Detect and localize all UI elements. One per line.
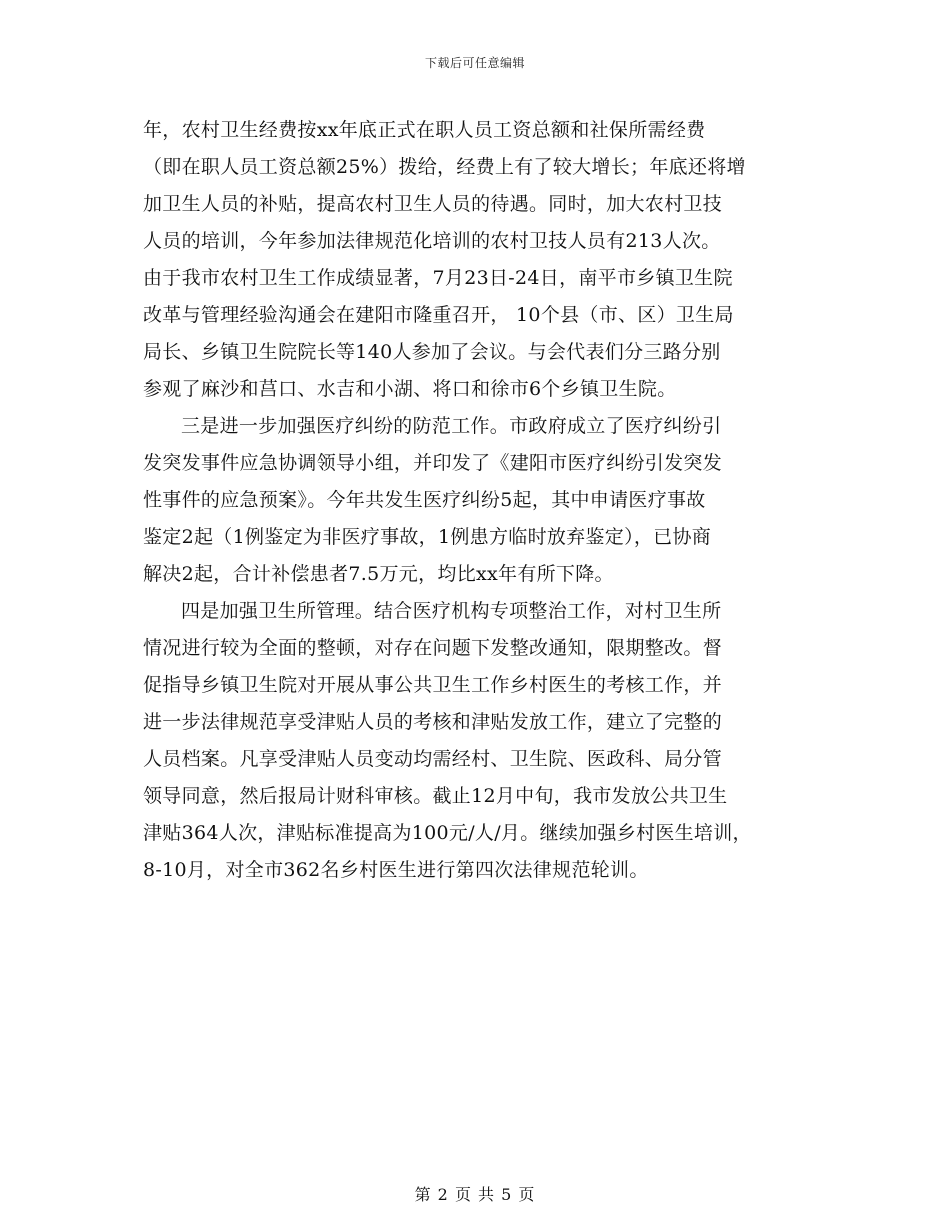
text-line: 领导同意，然后报局计财科审核。截止12月中旬，我市发放公共卫生 [143, 785, 728, 807]
document-body [143, 112, 823, 889]
text-line: 由于我市农村卫生工作成绩显著，7月23日-24日，南平市乡镇卫生院 [143, 267, 733, 289]
text-line: 性事件的应急预案》。今年共发生医疗纠纷5起，其中申请医疗事故 [143, 489, 706, 511]
text-line: 局长、乡镇卫生院院长等140人参加了会议。与会代表们分三路分别 [143, 341, 721, 363]
text-line: 8-10月，对全市362名乡村医生进行第四次法律规范轮训。 [143, 859, 649, 881]
text-line: 解决2起，合计补偿患者7.5万元，均比xx年有所下降。 [143, 563, 614, 585]
text-line: 人员档案。凡享受津贴人员变动均需经村、卫生院、医政科、局分管 [143, 748, 723, 770]
text-line: 改革与管理经验沟通会在建阳市隆重召开， 10个县（市、区）卫生局 [143, 304, 734, 326]
text-line: 发突发事件应急协调领导小组，并印发了《建阳市医疗纠纷引发突发 [143, 452, 723, 474]
paragraph-start-line: 四是加强卫生所管理。结合医疗机构专项整治工作，对村卫生所 [181, 600, 722, 622]
text-line: 年，农村卫生经费按xx年底正式在职人员工资总额和社保所需经费 [143, 119, 706, 141]
text-line: 参观了麻沙和莒口、水吉和小湖、将口和徐市6个乡镇卫生院。 [143, 378, 677, 400]
text-line: （即在职人员工资总额25%）拨给，经费上有了较大增长；年底还将增 [143, 156, 746, 178]
text-line: 促指导乡镇卫生院对开展从事公共卫生工作乡村医生的考核工作，并 [143, 674, 723, 696]
paragraph-start-line: 三是进一步加强医疗纠纷的防范工作。市政府成立了医疗纠纷引 [181, 415, 722, 437]
text-line: 人员的培训，今年参加法律规范化培训的农村卫技人员有213人次。 [143, 230, 721, 252]
text-line: 鉴定2起（1例鉴定为非医疗事故，1例患方临时放弃鉴定），已协商 [143, 526, 712, 548]
page-number: 第 2 页 共 5 页 [414, 1185, 536, 1204]
text-line: 津贴364人次，津贴标准提高为100元/人/月。继续加强乡村医生培训， [143, 822, 752, 844]
text-line: 情况进行较为全面的整顿，对存在问题下发整改通知，限期整改。督 [143, 637, 723, 659]
download-note: 下载后可任意编辑 [424, 56, 525, 70]
text-line: 加卫生人员的补贴，提高农村卫生人员的待遇。同时，加大农村卫技 [143, 193, 723, 215]
text-line: 进一步法律规范享受津贴人员的考核和津贴发放工作，建立了完整的 [143, 711, 723, 733]
